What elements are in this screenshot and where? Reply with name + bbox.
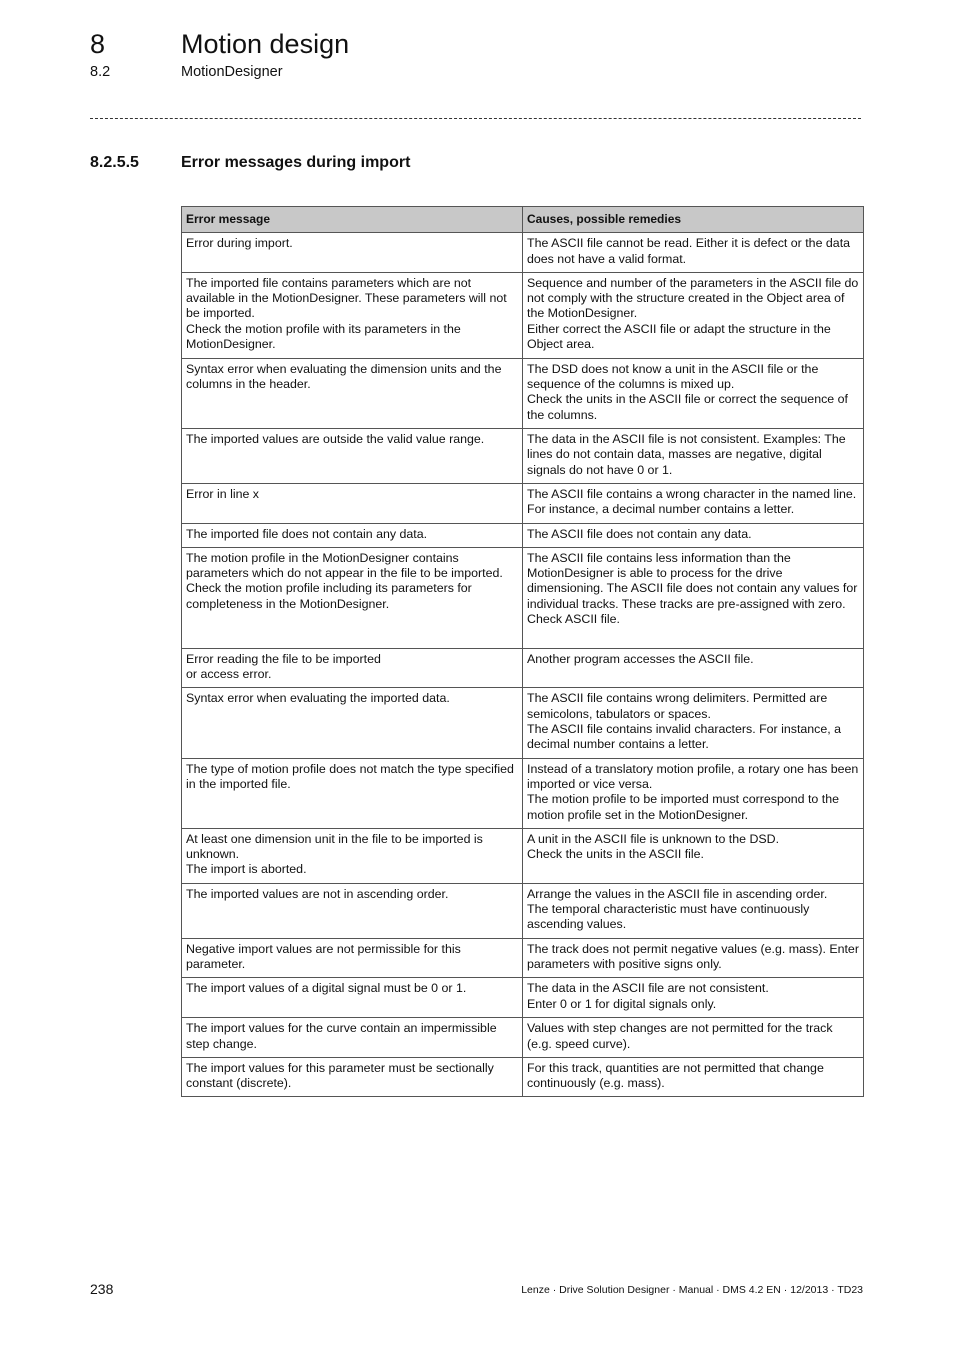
table-row bbox=[182, 429, 864, 484]
column-header-causes: Causes, possible remedies bbox=[523, 207, 864, 233]
error-message-cell bbox=[182, 272, 523, 358]
remedy-cell bbox=[523, 1018, 864, 1058]
cell-text: Negative import values are not permissible for this parameter. bbox=[186, 941, 461, 971]
remedy-cell bbox=[523, 883, 864, 938]
remedy-cell bbox=[523, 358, 864, 428]
table-row bbox=[182, 978, 864, 1018]
cell-text: Check the motion profile including its parameters for completeness in the MotionDesigner. bbox=[186, 581, 472, 611]
cell-text: Arrange the values in the ASCII file in ascending order. bbox=[527, 886, 828, 901]
cell-text: The motion profile in the MotionDesigner contains parameters which do not appear in the file to be imported. bbox=[186, 550, 503, 581]
table-row bbox=[182, 547, 864, 648]
table-row bbox=[182, 272, 864, 358]
table-row bbox=[182, 1057, 864, 1097]
subsection-number: 8.2.5.5 bbox=[90, 154, 139, 171]
remedy-cell bbox=[523, 828, 864, 883]
table-row bbox=[182, 828, 864, 883]
table-row bbox=[182, 483, 864, 523]
remedy-cell bbox=[523, 978, 864, 1018]
cell-text: Either correct the ASCII file or adapt the structure in the Object area. bbox=[527, 321, 831, 352]
cell-text: The data in the ASCII file is not consistent. Examples: The lines do not contain data, masses are negative, digital signals do not have 0 or 1. bbox=[527, 432, 846, 477]
error-message-cell bbox=[182, 758, 523, 828]
cell-text: The imported file contains parameters which are not available in the MotionDesigner. These parameters will not be imported. bbox=[186, 275, 507, 321]
error-message-cell bbox=[182, 938, 523, 978]
cell-text: The ASCII file contains a wrong character in the named line. For instance, a decimal number contains a letter. bbox=[527, 486, 857, 517]
cell-text: Check the units in the ASCII file. bbox=[527, 847, 705, 862]
cell-text: The ASCII file cannot be read. Either it is defect or the data does not have a valid format. bbox=[527, 236, 851, 266]
cell-text: The import values for the curve contain an impermissible step change. bbox=[186, 1021, 497, 1051]
remedy-cell bbox=[523, 523, 864, 547]
remedy-cell bbox=[523, 648, 864, 688]
error-message-cell bbox=[182, 233, 523, 273]
cell-text: The track does not permit negative values (e.g. mass). Enter parameters with positive signs only. bbox=[527, 941, 859, 971]
cell-text: Error in line x bbox=[186, 486, 259, 501]
error-message-cell bbox=[182, 547, 523, 648]
error-message-cell bbox=[182, 1057, 523, 1097]
cell-text: Error during import. bbox=[186, 236, 293, 251]
remedy-cell bbox=[523, 483, 864, 523]
cell-text: The ASCII file contains wrong delimiters. Permitted are semicolons, tabulators or spaces. bbox=[527, 691, 828, 721]
cell-text: The imported file does not contain any data. bbox=[186, 526, 428, 541]
remedy-cell bbox=[523, 938, 864, 978]
cell-text: Enter 0 or 1 for digital signals only. bbox=[527, 996, 717, 1011]
error-message-cell bbox=[182, 828, 523, 883]
table-row bbox=[182, 358, 864, 428]
table-row bbox=[182, 648, 864, 688]
error-message-cell bbox=[182, 648, 523, 688]
table-body bbox=[182, 233, 864, 1097]
cell-text: or access error. bbox=[186, 667, 272, 682]
cell-text: The DSD does not know a unit in the ASCII file or the sequence of the columns is mixed up. bbox=[527, 361, 819, 392]
cell-text: The motion profile to be imported must correspond to the motion profile set in the MotionDesigner. bbox=[527, 792, 839, 822]
cell-text: Syntax error when evaluating the imported data. bbox=[186, 691, 450, 706]
remedy-cell bbox=[523, 429, 864, 484]
cell-text: The ASCII file does not contain any data. bbox=[527, 526, 752, 541]
table-row bbox=[182, 758, 864, 828]
cell-text: Instead of a translatory motion profile, a rotary one has been imported or vice versa. bbox=[527, 761, 859, 791]
section-number: 8.2 bbox=[90, 64, 111, 80]
chapter-title: Motion design bbox=[181, 29, 350, 59]
cell-text: The ASCII file contains invalid characters. For instance, a decimal number contains a letter. bbox=[527, 722, 842, 752]
error-message-cell bbox=[182, 429, 523, 484]
table-row bbox=[182, 523, 864, 547]
cell-text: The import values for this parameter must be sectionally constant (discrete). bbox=[186, 1060, 494, 1091]
cell-text: A unit in the ASCII file is unknown to the DSD. bbox=[527, 831, 780, 846]
cell-text: The temporal characteristic must have continuously ascending values. bbox=[527, 902, 810, 932]
cell-text: Another program accesses the ASCII file. bbox=[527, 651, 754, 666]
cell-text: For this track, quantities are not permitted that change continuously (e.g. mass). bbox=[527, 1060, 824, 1091]
table-row bbox=[182, 883, 864, 938]
cell-text: Check the units in the ASCII file or correct the sequence of the columns. bbox=[527, 392, 848, 422]
error-message-cell bbox=[182, 883, 523, 938]
cell-text: Check the motion profile with its parameters in the MotionDesigner. bbox=[186, 321, 461, 352]
footer-text: Lenze · Drive Solution Designer · Manual · DMS 4.2 EN · 12/2013 · TD23 bbox=[521, 1284, 863, 1296]
remedy-cell bbox=[523, 688, 864, 758]
error-message-cell bbox=[182, 978, 523, 1018]
cell-text: The import is aborted. bbox=[186, 862, 307, 877]
error-message-cell bbox=[182, 483, 523, 523]
page-number: 238 bbox=[90, 1281, 114, 1297]
header-divider bbox=[90, 118, 861, 119]
cell-text: Check ASCII file. bbox=[527, 612, 620, 627]
table-row bbox=[182, 233, 864, 273]
cell-text: The data in the ASCII file are not consistent. bbox=[527, 981, 769, 996]
table-header-row bbox=[182, 207, 864, 233]
section-title: MotionDesigner bbox=[181, 64, 283, 80]
cell-text: The ASCII file contains less information than the MotionDesigner is able to process for the drive dimensioning. The ASCII file does not contain any values for individual tracks. These tracks are pre-assigned with zero. bbox=[527, 550, 858, 611]
error-message-cell bbox=[182, 688, 523, 758]
error-message-cell bbox=[182, 1018, 523, 1058]
error-messages-table bbox=[181, 206, 864, 1097]
cell-text: At least one dimension unit in the file to be imported is unknown. bbox=[186, 831, 483, 862]
cell-text: The import values of a digital signal must be 0 or 1. bbox=[186, 981, 467, 996]
cell-text: Values with step changes are not permitted for the track (e.g. speed curve). bbox=[527, 1021, 833, 1051]
column-header-error-message: Error message bbox=[182, 207, 523, 233]
chapter-number: 8 bbox=[90, 29, 106, 59]
remedy-cell bbox=[523, 272, 864, 358]
remedy-cell bbox=[523, 1057, 864, 1097]
cell-text: The imported values are outside the valid value range. bbox=[186, 432, 485, 447]
cell-text: The imported values are not in ascending order. bbox=[186, 886, 449, 901]
error-message-cell bbox=[182, 523, 523, 547]
table-row bbox=[182, 688, 864, 758]
table-row bbox=[182, 938, 864, 978]
cell-text: The type of motion profile does not match the type specified in the imported file. bbox=[186, 761, 514, 791]
error-message-cell bbox=[182, 358, 523, 428]
remedy-cell bbox=[523, 547, 864, 648]
remedy-cell bbox=[523, 233, 864, 273]
cell-text: Sequence and number of the parameters in the ASCII file do not comply with the structure created in the Object area of the MotionDesigner. bbox=[527, 275, 859, 321]
subsection-title: Error messages during import bbox=[181, 154, 411, 171]
cell-text: Error reading the file to be imported bbox=[186, 651, 381, 666]
table-row bbox=[182, 1018, 864, 1058]
cell-text: Syntax error when evaluating the dimension units and the columns in the header. bbox=[186, 361, 502, 392]
remedy-cell bbox=[523, 758, 864, 828]
